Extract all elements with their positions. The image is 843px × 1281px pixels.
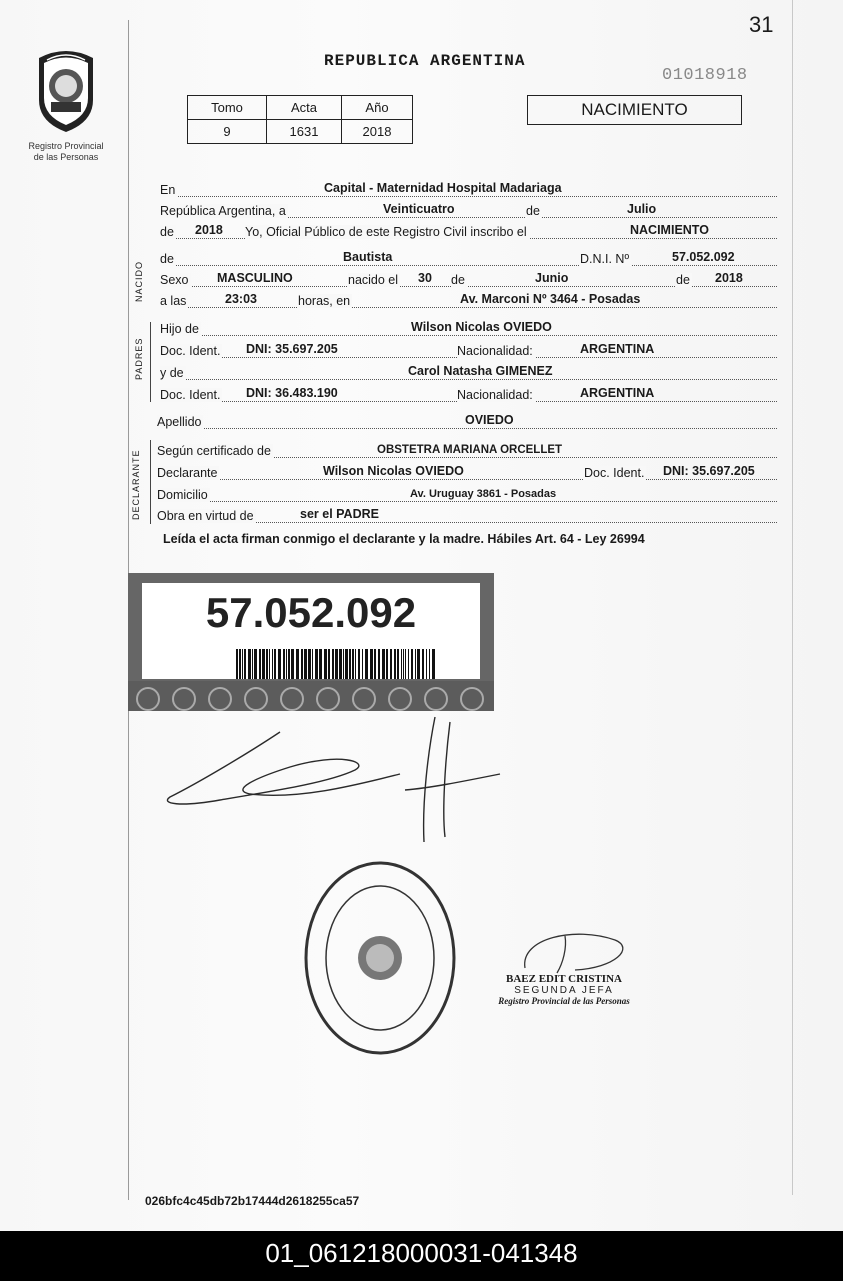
mother-nationality-value: ARGENTINA <box>580 386 655 400</box>
barcode-bar <box>390 649 392 679</box>
barcode-bar <box>259 649 261 679</box>
certifier-line <box>157 439 777 461</box>
header-tomo: Tomo <box>188 96 267 120</box>
barcode-bar <box>269 649 270 679</box>
mother-doc-line <box>160 383 777 405</box>
declarante-side-label: DECLARANTE <box>131 449 141 520</box>
a-las-label: a las <box>160 294 187 308</box>
barcode-bar <box>324 649 327 679</box>
barcode-bar <box>405 649 406 679</box>
barcode-bar <box>432 649 435 679</box>
padres-bracket <box>150 322 151 402</box>
barcode-bar <box>408 649 409 679</box>
mother-name-value: Carol Natasha GIMENEZ <box>408 364 553 378</box>
padres-side-label: PADRES <box>134 337 144 380</box>
barcode-bar <box>394 649 396 679</box>
dni-sticker-panel <box>142 583 480 679</box>
security-pattern-icon <box>128 681 494 711</box>
barcode-bar <box>252 649 253 679</box>
barcode-bar <box>403 649 404 679</box>
barcode-bar <box>365 649 368 679</box>
anio-value: 2018 <box>342 120 413 144</box>
barcode-bar <box>278 649 281 679</box>
barcode-bar <box>339 649 342 679</box>
barcode-bar <box>304 649 307 679</box>
child-name-line <box>160 247 777 269</box>
sex-value: MASCULINO <box>217 271 293 285</box>
barcode-bar <box>239 649 241 679</box>
barcode-bar <box>291 649 294 679</box>
closing-statement: Leída el acta firman conmigo el declarante y la madre. Hábiles Art. 64 - Ley 26994 <box>163 532 645 546</box>
barcode-bar <box>266 649 268 679</box>
official-title: SEGUNDA JEFA <box>514 985 614 996</box>
act-type-value: NACIMIENTO <box>630 223 709 237</box>
declarant-line <box>157 461 777 483</box>
declarante-label: Declarante <box>157 466 218 480</box>
barcode-bar <box>401 649 402 679</box>
domicilio-label: Domicilio <box>157 488 208 502</box>
barcode-bar <box>242 649 243 679</box>
nacionalidad-label: Nacionalidad: <box>457 344 533 358</box>
barcode-bar <box>378 649 380 679</box>
date-line <box>160 199 777 221</box>
barcode-bar <box>345 649 348 679</box>
dni-sticker <box>128 573 494 711</box>
barcode-bar <box>286 649 287 679</box>
child-dni-value: 57.052.092 <box>672 250 735 264</box>
sexo-label: Sexo <box>160 273 189 287</box>
certificate-form <box>0 0 843 560</box>
registry-caption-line1: Registro Provincial <box>28 141 104 151</box>
father-doc-line <box>160 339 777 361</box>
birth-year-value: 2018 <box>715 271 743 285</box>
nacido-side-label: NACIDO <box>134 260 144 302</box>
barcode-bar <box>349 649 351 679</box>
serial-number: 01018918 <box>662 66 748 85</box>
dni-label: D.N.I. Nº <box>580 252 630 266</box>
nacido-el-label: nacido el <box>348 273 399 287</box>
official-name: BAEZ EDIT CRISTINA <box>506 973 622 985</box>
barcode-bar <box>343 649 344 679</box>
barcode-bar <box>370 649 373 679</box>
doc-ident-label: Doc. Ident. <box>160 344 221 358</box>
tomo-value: 9 <box>188 120 267 144</box>
obra-label: Obra en virtud de <box>157 509 254 523</box>
republica-label: República Argentina, a <box>160 204 286 218</box>
year-value: 2018 <box>195 223 223 237</box>
barcode-bar <box>288 649 290 679</box>
mother-line <box>160 361 777 383</box>
y-de-label: y de <box>160 366 184 380</box>
declarant-signature-icon <box>160 712 510 862</box>
barcode-bar <box>296 649 299 679</box>
father-doc-value: DNI: 35.697.205 <box>246 342 338 356</box>
de3-label: de <box>451 273 465 287</box>
official-seal-icon <box>300 858 460 1058</box>
document-hash: 026bfc4c45db72b17444d2618255ca57 <box>145 1194 360 1208</box>
acta-value: 1631 <box>267 120 342 144</box>
barcode-bar <box>319 649 322 679</box>
birth-time-value: 23:03 <box>225 292 257 306</box>
barcode-bar <box>358 649 360 679</box>
birth-month-value: Junio <box>535 271 569 285</box>
barcode-bar <box>248 649 251 679</box>
domicile-line <box>157 483 777 505</box>
barcode-bar <box>262 649 265 679</box>
en-label: En <box>160 183 176 197</box>
barcode-bar <box>328 649 330 679</box>
barcode-bar <box>312 649 313 679</box>
surname-line <box>157 410 777 432</box>
declarant-address-value: Av. Uruguay 3861 - Posadas <box>410 488 557 500</box>
declarant-name-value: Wilson Nicolas OVIEDO <box>323 464 464 478</box>
barcode-bar <box>426 649 427 679</box>
barcode-bar <box>254 649 257 679</box>
certifier-value: OBSTETRA MARIANA ORCELLET <box>377 444 563 456</box>
birth-address-value: Av. Marconi Nº 3464 - Posadas <box>460 292 641 306</box>
dni-sticker-number: 57.052.092 <box>205 589 417 636</box>
barcode-bar <box>417 649 420 679</box>
official-signature-icon <box>505 928 635 978</box>
barcode-bar <box>382 649 385 679</box>
barcode-icon <box>236 649 436 679</box>
certificado-label: Según certificado de <box>157 444 271 458</box>
declarant-doc-value: DNI: 35.697.205 <box>663 464 755 478</box>
barcode-bar <box>352 649 354 679</box>
father-name-value: Wilson Nicolas OVIEDO <box>411 320 552 334</box>
de4-label: de <box>676 273 690 287</box>
barcode-bar <box>355 649 356 679</box>
mother-doc-value: DNI: 36.483.190 <box>246 386 338 400</box>
doc-ident3-label: Doc. Ident. <box>584 466 645 480</box>
place-line <box>160 178 777 200</box>
record-type-box: NACIMIENTO <box>527 95 742 125</box>
barcode-bar <box>315 649 318 679</box>
barcode-bar <box>236 649 238 679</box>
page-number: 31 <box>749 12 774 37</box>
hijo-de-label: Hijo de <box>160 322 199 336</box>
child-name-value: Bautista <box>343 250 393 264</box>
de2-label: de <box>160 225 174 239</box>
surname-value: OVIEDO <box>465 413 514 427</box>
yo-label: Yo, Oficial Público de este Registro Civil inscribo el <box>245 225 527 239</box>
header-anio: Año <box>342 96 413 120</box>
barcode-bar <box>422 649 424 679</box>
doc-ident2-label: Doc. Ident. <box>160 388 221 402</box>
declarante-bracket <box>150 440 151 524</box>
barcode-bar <box>415 649 416 679</box>
day-words-value: Veinticuatro <box>383 202 455 216</box>
header-acta: Acta <box>267 96 342 120</box>
de-name-label: de <box>160 252 174 266</box>
barcode-bar <box>335 649 338 679</box>
registry-caption-line2: de las Personas <box>33 152 99 162</box>
barcode-bar <box>301 649 303 679</box>
barcode-bar <box>386 649 388 679</box>
obra-line <box>157 504 777 526</box>
barcode-bar <box>274 649 276 679</box>
country-title: REPUBLICA ARGENTINA <box>324 52 526 70</box>
barcode-bar <box>429 649 430 679</box>
father-nationality-value: ARGENTINA <box>580 342 655 356</box>
barcode-bar <box>397 649 399 679</box>
barcode-bar <box>362 649 363 679</box>
father-line <box>160 317 777 339</box>
sex-birth-line <box>160 268 777 290</box>
place-value: Capital - Maternidad Hospital Madariaga <box>324 181 562 195</box>
month-value: Julio <box>627 202 657 216</box>
official-signature-block <box>478 973 650 1006</box>
birth-day-value: 30 <box>418 271 432 285</box>
barcode-bar <box>308 649 311 679</box>
barcode-bar <box>411 649 413 679</box>
barcode-bar <box>283 649 285 679</box>
image-id-footer: 01_061218000031-041348 <box>0 1231 843 1281</box>
barcode-bar <box>374 649 376 679</box>
registration-line <box>160 220 777 242</box>
barcode-bar <box>332 649 334 679</box>
de-label: de <box>526 204 540 218</box>
obra-value: ser el PADRE <box>300 507 379 521</box>
official-organization: Registro Provincial de las Personas <box>498 996 630 1006</box>
horas-label: horas, en <box>298 294 351 308</box>
nacionalidad2-label: Nacionalidad: <box>457 388 533 402</box>
time-place-line <box>160 289 777 311</box>
apellido-label: Apellido <box>157 415 202 429</box>
barcode-bar <box>272 649 273 679</box>
barcode-bar <box>244 649 246 679</box>
